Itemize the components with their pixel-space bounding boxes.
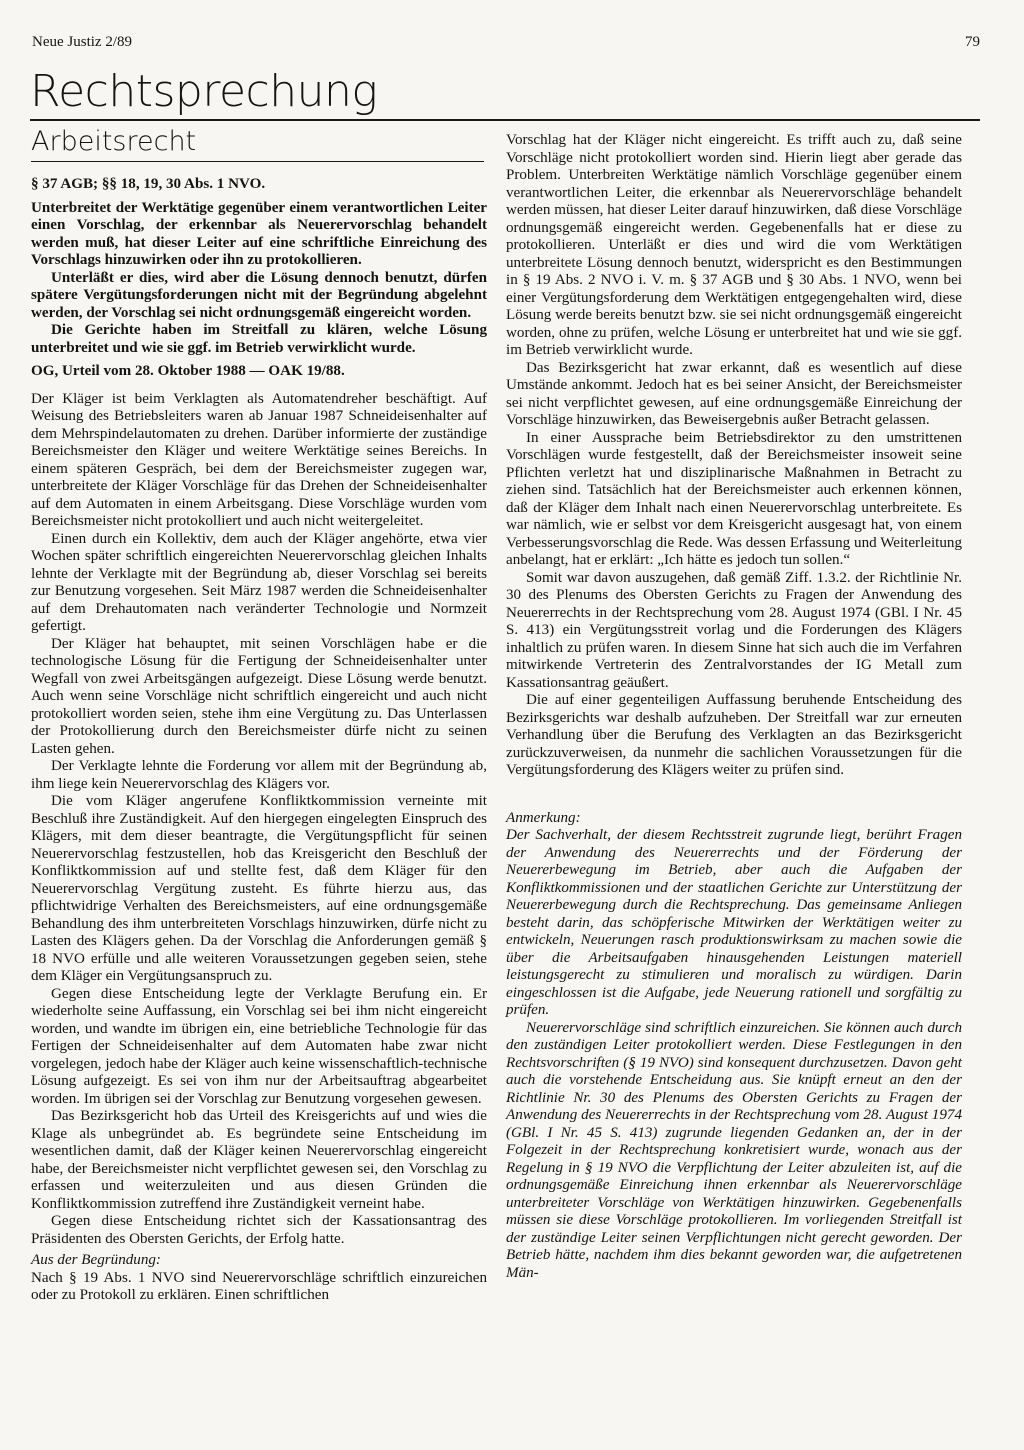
body-paragraph: Das Bezirksgericht hat zwar erkannt, daß es wesentlich auf diese Umstände ankommt. Jedoch hat es bei seiner Ansicht, der Bereichsmeister sei nicht verpflichtet gewesen, auf eine ordnungsgemäße Einreichung der Vorschläge hinzuwirken, das Beweisergebnis außer Betracht gelassen. [506, 359, 962, 428]
body-paragraph: Der Kläger ist beim Verklagten als Automatendreher beschäftigt. Auf Weisung des Betriebsleiters waren ab Januar 1987 Schneideisenhalter auf dem Mehrspindelautomaten zu drehen. Darüber informierte der zuständige Bereichsmeister den Kläger und weitere Werktätige seines Bereichs. In einem späteren Gespräch, bei dem der Bereichsmeister zugegen war, unterbreitete der Kläger Vorschläge für das Drehen der Schneideisenhalter auf dem Automaten in einem Arbeitsgang. Diese Vorschläge wurden vom Bereichsmeister nicht protokolliert und auch nicht weitergeleitet. [31, 390, 487, 529]
body-paragraph: Der Verklagte lehnte die Forderung vor allem mit der Begründung ab, ihm liege kein Neuerervorschlag des Klägers vor. [31, 758, 487, 792]
body-paragraph: Gegen diese Entscheidung legte der Verklagte Berufung ein. Er wiederholte seine Auffassung, ein Vorschlag sei bei ihm nicht eingereicht worden, und wandte im übrigen ein, eine betriebliche Technologie für das Fertigen der Schneideisenhalter auf dem Automaten habe zwar nicht vorgelegen, jedoch habe der Kläger auch keine wissenschaftlich-technische Lösung aufgezeigt. Es sei von ihm nur der Arbeitsauftrag abgearbeitet worden. Im übrigen sei der Vorschlag zur Benutzung vorgesehen gewesen. [31, 985, 487, 1107]
headnote-paragraph: Unterläßt er dies, wird aber die Lösung dennoch benutzt, dürfen spätere Vergütungsforderungen nicht mit der Begründung abgelehnt werden, der Vorschlag sei nicht ordnungsgemäß eingereicht worden. [31, 269, 487, 321]
body-paragraph: Vorschlag hat der Kläger nicht eingereicht. Es trifft auch zu, daß seine Vorschläge nicht protokolliert worden sind. Hierin liegt aber gerade das Problem. Unterbreiten Werktätige nämlich Vorschläge gegenüber einem verantwortlichen Leiter, die erkennbar als Neuerervorschläge behandelt werden müssen, hat dieser Leiter darauf hinzuwirken, daß diese Vorschläge ordnungsgemäß eingereicht werden. Gegebenenfalls hat er diese zu protokollieren. Unterläßt er dies und wird die vom Werktätigen unterbreitete Lösung dennoch benutzt, widerspricht es den Bestimmungen in § 19 Abs. 2 NVO i. V. m. § 37 AGB und § 30 Abs. 1 NVO, wenn bei einer Vergütungsforderung dem Werktätigen entgegengehalten wird, diese Lösung werde bereits benutzt bzw. sie sei nicht ordnungsgemäß eingereicht worden, ohne zu prüfen, welche Lösung er unterbreitet hat und wie sie ggf. im Betrieb verwirklicht wurde. [506, 132, 962, 358]
page-title: Rechtsprechung [30, 66, 378, 117]
reasoning-heading: Aus der Begründung: [31, 1252, 161, 1268]
body-paragraph: Einen durch ein Kollektiv, dem auch der Kläger angehörte, etwa vier Wochen später schriftlich eingereichten Neuerervorschlag gleichen Inhalts lehnte der Verklagte mit der Begründung ab, dieser Vorschlag sei bereits zur Benutzung vorgesehen. Seit März 1987 werden die Schneideisenhalter auf dem Drehautomaten nach veränderter Technologie und Normzeit gefertigt. [31, 530, 487, 634]
body-paragraph: Der Kläger hat behauptet, mit seinen Vorschlägen habe er die technologische Lösung für die Fertigung der Schneideisenhalter unter Wegfall von zwei Arbeitsgängen aufgezeigt. Diese Lösung werde benutzt. Auch wenn seine Vorschläge nicht schriftlich eingereicht und auch nicht protokolliert worden seien, stehe ihm eine Vergütung zu. Das Unterlassen der Protokollierung durch den Bereichsmeister dürfe nicht zu seinen Lasten gehen. [31, 635, 487, 757]
headnote-paragraph: Die Gerichte haben im Streitfall zu klären, welche Lösung unterbreitet und wie sie ggf. im Betrieb verwirklicht wurde. [31, 322, 487, 356]
headnote-paragraph: Unterbreitet der Werktätige gegenüber einem verantwortlichen Leiter einen Vorschlag, der erkennbar als Neuerervorschlag behandelt werden muß, hat dieser Leiter auf eine schriftliche Einreichung des Vorschlags hinzuwirken oder ihn zu protokollieren. [31, 199, 487, 268]
left-column [31, 176, 487, 1305]
headnote [31, 200, 487, 358]
norm-reference: § 37 AGB; §§ 18, 19, 30 Abs. 1 NVO. [31, 176, 266, 192]
section-title: Arbeitsrecht [31, 126, 197, 157]
body-paragraph: Somit war davon auszugehen, daß gemäß Ziff. 1.3.2. der Richtlinie Nr. 30 des Plenums des Obersten Gerichts zu Fragen der Anwendung des Neuererrechts in der Rechtsprechung vom 28. August 1974 (GBl. I Nr. 45 S. 413) ein Vergütungsstreit vorlag und die Forderungen des Klägers inhaltlich zu prüfen waren. In diesem Sinne hat sich auch die im Verfahren mitwirkende Vertreterin des Zentralvorstandes der IG Metall zum Kassationsantrag geäußert. [506, 569, 962, 691]
body-paragraph: Gegen diese Entscheidung richtet sich der Kassationsantrag des Präsidenten des Obersten Gerichts, der Erfolg hatte. [31, 1213, 487, 1247]
body-paragraph: Die vom Kläger angerufene Konfliktkommission verneinte mit Beschluß ihre Zuständigkeit. Auf den hiergegen eingelegten Einspruch des Klägers, mit dem dieser beantragte, die Vergütungspflicht für seinen Neuerervorschlag festzustellen, hob das Kreisgericht den Beschluß der Konfliktkommission auf und stellte fest, daß dem Kläger für den Neuerervorschlag Vergütung zusteht. Es führte hierzu aus, das pflichtwidrige Verhalten des Bereichsmeisters, auf eine ordnungsgemäße Behandlung des ihm unterbreiteten Vorschlags hinzuwirken, dürfe nicht zu Lasten des Klägers gehen. Da der Vorschlag die Anforderungen gemäß § 18 NVO erfülle und alle weiteren Voraussetzungen gegeben seien, stehe dem Kläger ein Vergütungsanspruch zu. [31, 793, 487, 984]
right-column [506, 132, 962, 1282]
body-paragraph: Die auf einer gegenteiligen Auffassung beruhende Entscheidung des Bezirksgerichts war deshalb aufzuheben. Der Streitfall war zur erneuten Verhandlung über die Berufung des Verklagten an das Bezirksgericht zurückzuverweisen, da nunmehr die sachlichen Voraussetzungen für die Vergütungsforderung des Klägers weiter zu prüfen sind. [506, 692, 962, 778]
title-rule [30, 119, 980, 121]
journal-issue: Neue Justiz 2/89 [32, 34, 132, 50]
body-paragraph: In einer Aussprache beim Betriebsdirektor zu den umstrittenen Vorschlägen wurde festgestellt, daß der Bereichsmeister insoweit seine Pflichten verletzt hat und disziplinarische Maßnahmen in Betracht zu ziehen sind. Tatsächlich hat der Bereichsmeister auch erkennen können, daß der Kläger dem Inhalt nach einen Neuerervorschlag unterbreitete. Es war nämlich, wie er selbst vor dem Kreisgericht ausgesagt hat, von einem Verbesserungsvorschlag die Rede. Was dessen Erfassung und Weiterleitung anbelangt, hat er erklärt: „Ich hätte es jedoch tun sollen.“ [506, 429, 962, 568]
page-number: 79 [965, 34, 980, 50]
annotation-heading: Anmerkung: [506, 809, 581, 826]
court-decision-line: OG, Urteil vom 28. Oktober 1988 — OAK 19/88. [31, 363, 345, 379]
annotation [506, 827, 962, 1282]
section-rule [31, 161, 484, 162]
running-head [32, 34, 980, 51]
annotation-paragraph: Der Sachverhalt, der diesem Rechtsstreit zugrunde liegt, berührt Fragen der Anwendung des Neuererrechts und der Förderung der Neuererbewegung im Betrieb, aber auch die Aufgaben der Konfliktkommissionen und der staatlichen Gerichte zur Unterstützung der Neuererbewegung durch die Rechtsprechung. Das gemeinsame Anliegen besteht darin, das schöpferische Mitwirken der Werktätigen weiter zu entwickeln, Neuerungen rasch produktionswirksam zu machen sowie die über die Arbeitsaufgaben hinausgehenden Leistungen materiell leistungsgerecht zu stimulieren und moralisch zu würdigen. Darin eingeschlossen ist die Aufgabe, jede Neuerung rationell und sorgfältig zu prüfen. [506, 827, 962, 1018]
body-paragraph: Das Bezirksgericht hob das Urteil des Kreisgerichts auf und wies die Klage als unbegründet ab. Es begründete seine Entscheidung im wesentlichen damit, daß der Kläger keinen Neuerervorschlag eingereicht habe, der Bereichsmeister nicht verpflichtet gewesen sei, den Vorschlag zu erfassen und weiterzuleiten und aus diesen Gründen die Konfliktkommission zutreffend ihre Zuständigkeit verneint habe. [31, 1108, 487, 1212]
body-paragraph: Nach § 19 Abs. 1 NVO sind Neuerervorschläge schriftlich einzureichen oder zu Protokoll zu erklären. Einen schriftlichen [31, 1269, 487, 1303]
annotation-paragraph: Neuerervorschläge sind schriftlich einzureichen. Sie können auch durch den zuständigen Leiter protokolliert werden. Diese Festlegungen in den Rechtsvorschriften (§ 19 NVO) sind konsequent durchzusetzen. Davon geht auch die vorstehende Entscheidung aus. Sie knüpft erneut an den der Richtlinie Nr. 30 des Plenums des Obersten Gerichts zu Fragen der Anwendung des Neuererrechts in der Rechtsprechung vom 28. August 1974 (GBl. I Nr. 45 S. 413) zugrunde liegenden Gedanken an, der in der Folgezeit in der Rechtsprechung konkretisiert wurde, wonach aus der Regelung in § 19 NVO die Verpflichtung der Leiter abzuleiten ist, auf die ordnungsgemäße Einreichung ihnen erkennbar als Neuerervorschläge unterbreiteter Vorschläge von Werktätigen hinzuwirken. Gegebenenfalls müssen sie diese Vorschläge protokollieren. Im vorliegenden Streitfall ist der zuständige Leiter seinen Verpflichtungen nicht gerecht geworden. Der Betrieb hätte, nachdem ihm dies bekannt geworden war, die aufgetretenen Män- [506, 1019, 962, 1281]
